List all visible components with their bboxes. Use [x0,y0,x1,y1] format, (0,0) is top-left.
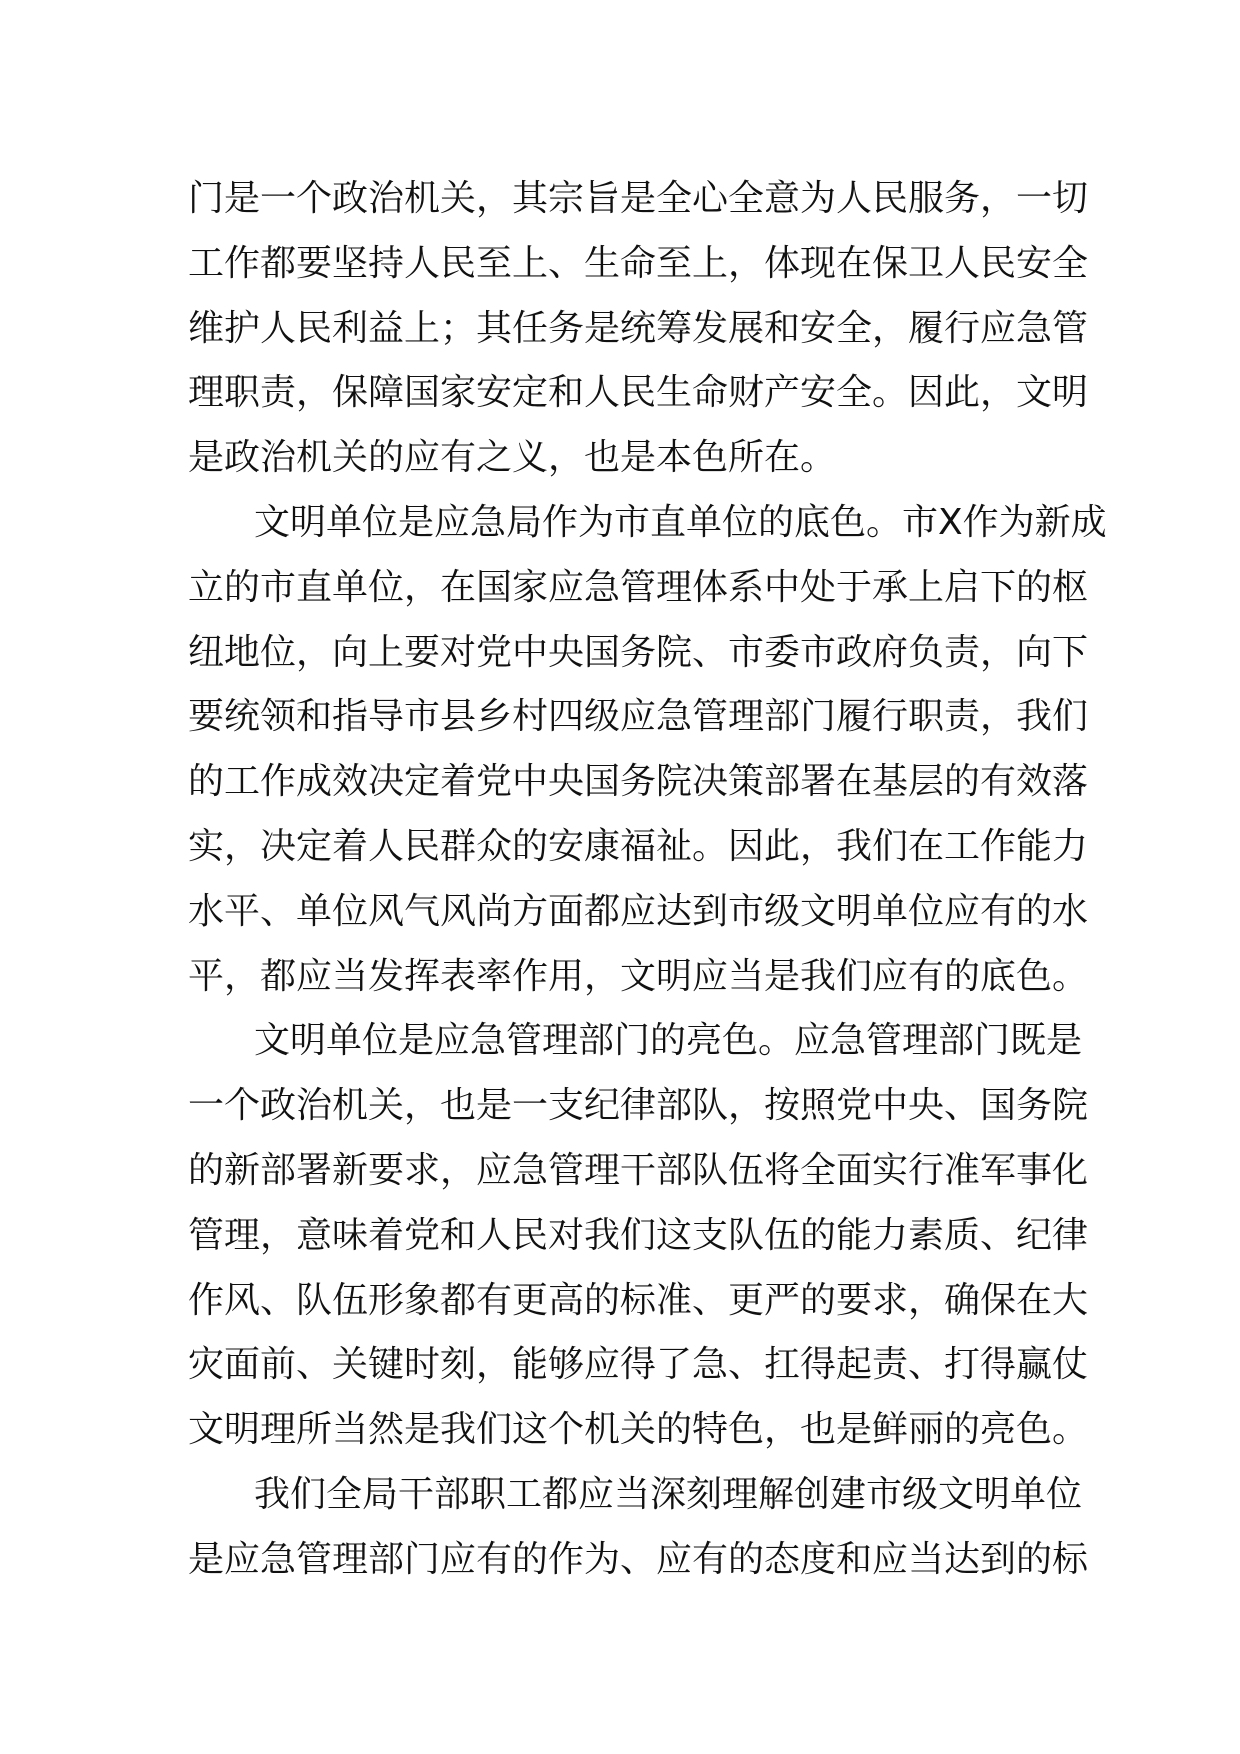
text-line: 理职责，保障国家安定和人民生命财产安全。因此，文明 [188,372,1089,414]
text-line: 是应急管理部门应有的作为、应有的态度和应当达到的标 [188,1538,1089,1580]
text-line: 作风、队伍形象都有更高的标准、更严的要求，确保在大 [188,1279,1089,1321]
text-line: 的工作成效决定着党中央国务院决策部署在基层的有效落 [188,761,1089,803]
text-line: 门是一个政治机关，其宗旨是全心全意为人民服务，一切 [188,178,1089,219]
text-line: 实，决定着人民群众的安康福祉。因此，我们在工作能力 [188,825,1089,867]
text-line: 是政治机关的应有之义，也是本色所在。 [188,437,837,479]
text-line: 的新部署新要求，应急管理干部队伍将全面实行准军事化 [188,1149,1089,1191]
text-line: 平，都应当发挥表率作用，文明应当是我们应有的底色。 [188,955,1089,997]
paragraph-first-line: 文明单位是应急局作为市直单位的底色。市X作为新成 [254,501,1107,543]
body-text [188,167,1107,1593]
text-line: 立的市直单位，在国家应急管理体系中处于承上启下的枢 [188,566,1089,608]
paragraph-first-line: 文明单位是应急管理部门的亮色。应急管理部门既是 [254,1020,1083,1062]
text-line: 工作都要坚持人民至上、生命至上，体现在保卫人民安全 [188,242,1089,284]
text-line: 灾面前、关键时刻，能够应得了急、扛得起责、打得赢仗 [188,1344,1089,1386]
text-line: 文明理所当然是我们这个机关的特色，也是鲜丽的亮色。 [188,1409,1089,1451]
text-line: 要统领和指导市县乡村四级应急管理部门履行职责，我们 [188,696,1089,738]
text-line: 管理，意味着党和人民对我们这支队伍的能力素质、纪律 [188,1214,1089,1256]
text-line: 水平、单位风气风尚方面都应达到市级文明单位应有的水 [188,890,1089,932]
text-line: 一个政治机关，也是一支纪律部队，按照党中央、国务院 [188,1085,1089,1127]
text-line: 纽地位，向上要对党中央国务院、市委市政府负责，向下 [188,631,1089,673]
text-line: 维护人民利益上；其任务是统筹发展和安全，履行应急管 [188,307,1089,349]
paragraph-first-line: 我们全局干部职工都应当深刻理解创建市级文明单位 [254,1473,1083,1515]
